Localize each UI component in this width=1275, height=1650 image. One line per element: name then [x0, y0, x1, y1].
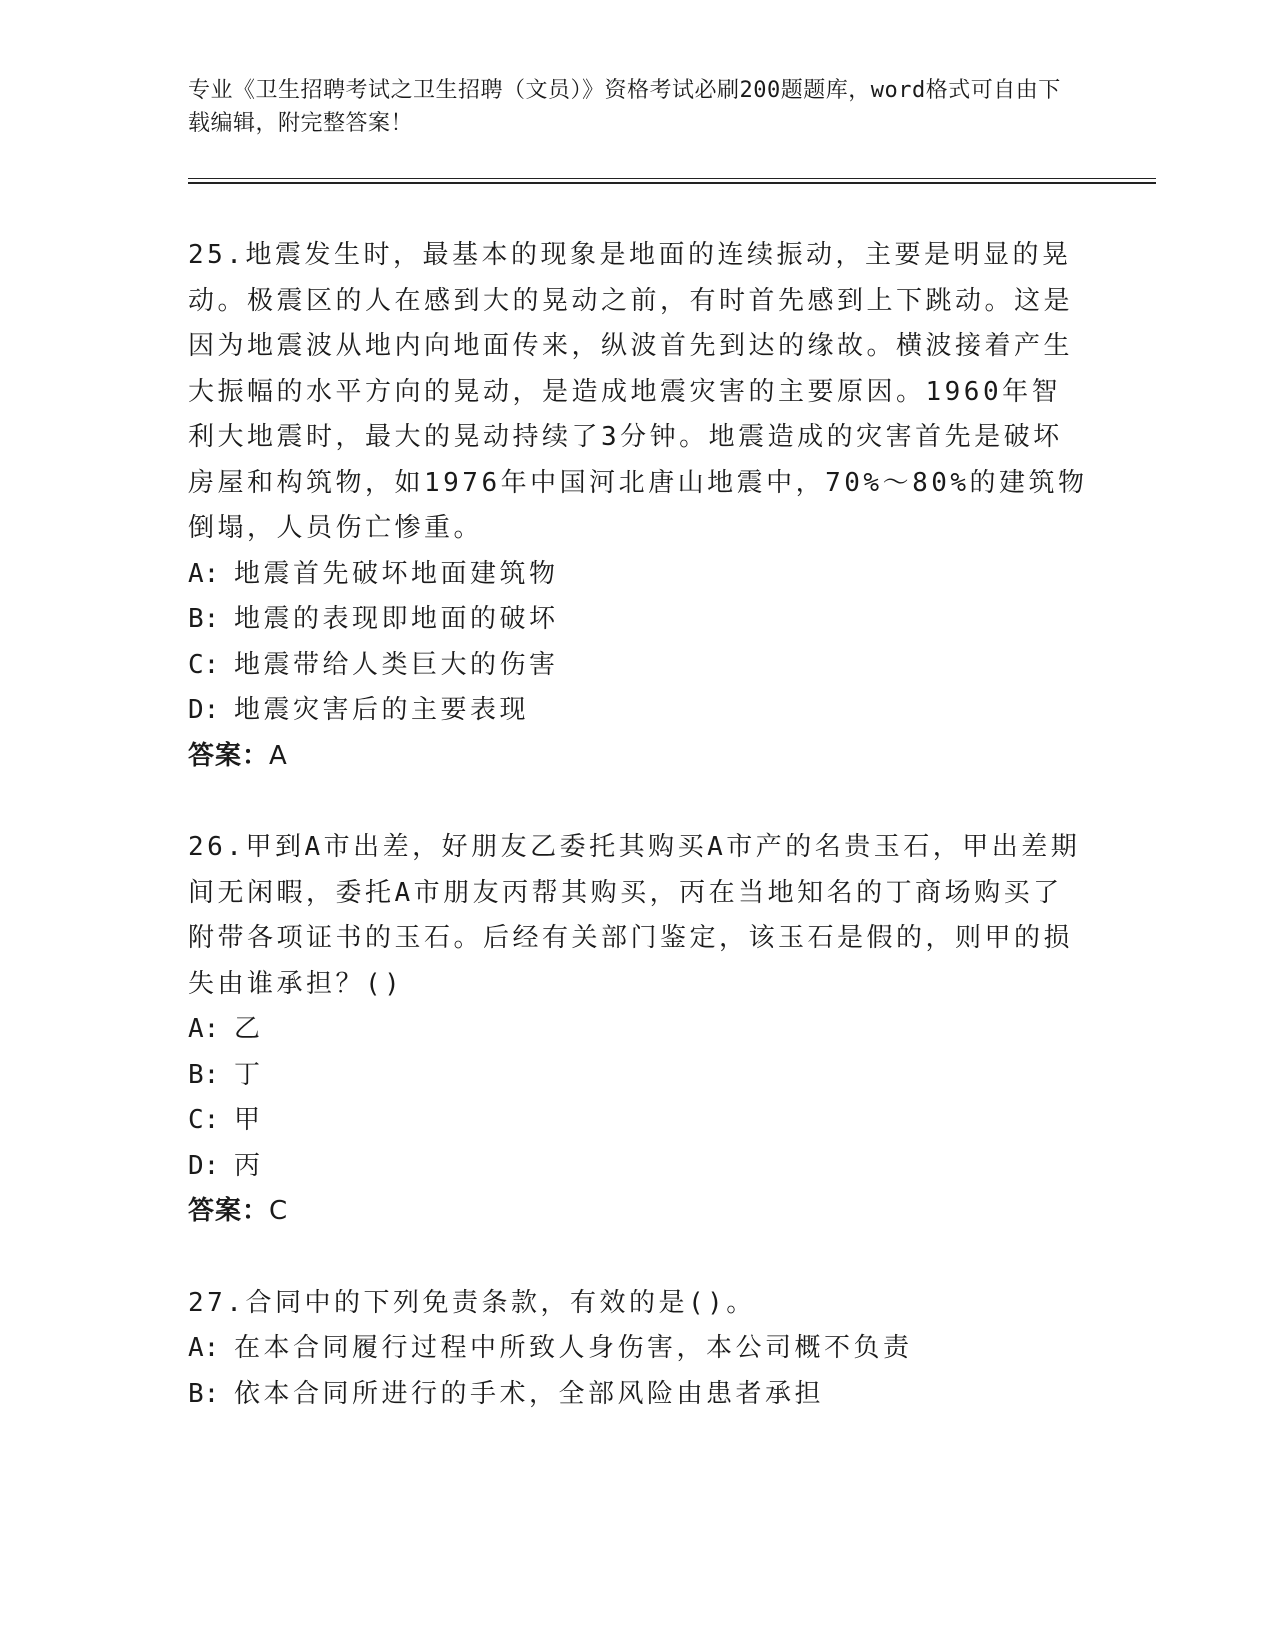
option-letter: B:: [188, 1378, 220, 1409]
question-stem: 27.合同中的下列免责条款，有效的是()。: [188, 1287, 756, 1318]
option-letter: A:: [188, 1014, 220, 1044]
option-letter: B:: [188, 604, 220, 634]
option-c: [188, 643, 1088, 689]
option-text: 丁: [234, 1059, 264, 1090]
option-letter: B:: [188, 1059, 220, 1090]
header-text: 专业《卫生招聘考试之卫生招聘（文员）》资格考试必刷200题题库，word格式可自由下载编辑，附完整答案！: [188, 78, 1061, 136]
option-a: [188, 1007, 1088, 1053]
question-stem: 26.甲到A市出差，好朋友乙委托其购买A市产的名贵玉石，甲出差期间无闲暇，委托A市朋友丙帮其购买，丙在当地知名的丁商场购买了附带各项证书的玉石。后经有关部门鉴定，该玉石是假的，则甲的损失由谁承担？(): [188, 832, 1081, 999]
header-divider-thin: [188, 178, 1156, 179]
option-a: [188, 1326, 1088, 1372]
question-list: [188, 233, 1088, 1463]
option-a: [188, 552, 1088, 598]
option-b: [188, 1372, 1088, 1418]
question-26: [188, 825, 1088, 1235]
option-letter: A:: [188, 558, 220, 589]
option-letter: C:: [188, 1105, 220, 1135]
option-letter: D:: [188, 695, 220, 725]
header-divider-thick: [188, 182, 1156, 184]
option-text: 在本合同履行过程中所致人身伤害，本公司概不负责: [234, 1333, 913, 1363]
option-text: 依本合同所进行的手术，全部风险由患者承担: [234, 1378, 825, 1409]
option-text: 地震带给人类巨大的伤害: [234, 649, 559, 680]
option-text: 地震首先破坏地面建筑物: [234, 558, 559, 589]
answer-value: C: [269, 1196, 289, 1226]
option-b: [188, 597, 1088, 643]
option-d: [188, 1144, 1088, 1190]
option-b: [188, 1053, 1088, 1099]
option-text: 甲: [234, 1105, 264, 1135]
answer-value: A: [269, 740, 288, 771]
option-c: [188, 1098, 1088, 1144]
answer: [188, 1189, 1088, 1235]
document-header: [188, 74, 1068, 140]
answer-label: 答案：: [188, 1196, 270, 1226]
question-27: [188, 1281, 1088, 1418]
question-25: [188, 233, 1088, 779]
option-letter: C:: [188, 649, 220, 680]
option-text: 地震的表现即地面的破坏: [234, 604, 559, 634]
option-letter: D:: [188, 1150, 220, 1181]
option-text: 地震灾害后的主要表现: [234, 695, 530, 725]
option-d: [188, 688, 1088, 734]
answer-label: 答案：: [188, 740, 270, 771]
answer: [188, 734, 1088, 780]
question-stem: 25.地震发生时，最基本的现象是地面的连续振动，主要是明显的晃动。极震区的人在感到大的晃动之前，有时首先感到上下跳动。这是因为地震波从地内向地面传来，纵波首先到达的缘故。横波接着产生大振幅的水平方向的晃动，是造成地震灾害的主要原因。1960年智利大地震时，最大的晃动持续了3分钟。地震造成的灾害首先是破坏房屋和构筑物，如1976年中国河北唐山地震中，70%～80%的建筑物倒塌，人员伤亡惨重。: [188, 240, 1088, 543]
option-text: 丙: [234, 1150, 264, 1181]
option-letter: A:: [188, 1333, 220, 1363]
option-text: 乙: [234, 1014, 264, 1044]
